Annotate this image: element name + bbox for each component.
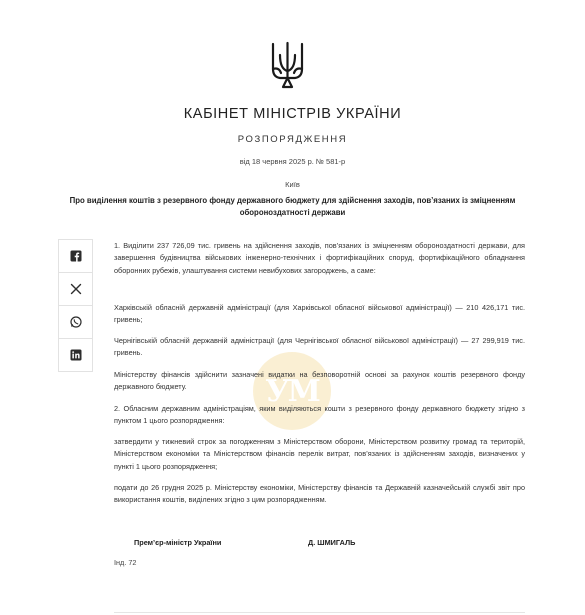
body-block-6 [114, 436, 525, 473]
body-paragraph-5: 2. Обласним державним адміністраціям, яким виділяються кошти з резервного фонду державного бюджету згідно з пунктом 1 цього розпорядження: [114, 404, 525, 426]
decree-city: Київ [285, 180, 300, 189]
share-linkedin-button[interactable] [58, 338, 93, 372]
signature-role: Прем’єр-міністр України [134, 538, 222, 547]
decree-date: від 18 червня 2025 р. № 581-р [239, 157, 346, 166]
share-facebook-button[interactable] [58, 239, 93, 273]
body-paragraph-7: подати до 26 грудня 2025 р. Міністерству економіки, Міністерству фінансів та Державній казначейській службі звіт про використання коштів, виділених згідно з цим розпорядженням. [114, 483, 525, 505]
body-block-2 [114, 302, 525, 327]
body-paragraph-1: 1. Виділити 237 726,09 тис. гривень на здійснення заходів, пов’язаних із зміцненням обороноздатності держави, для завершення будівництва військових інженерно-технічних і фортифікаційних споруд, фортифікаційного обладнання оборонних рубежів, улаштування системи невибухових загороджень, а саме: [114, 241, 525, 275]
whatsapp-icon [70, 316, 82, 328]
body-block-4 [114, 369, 525, 394]
decree-subject: Про виділення коштів з резервного фонду державного бюджету для здійснення заходів, пов’язаних із зміцненням обороноздатності держави [69, 196, 516, 217]
body-paragraph-6: затвердити у тижневий строк за погодженням з Міністерством оборони, Міністерством розвитку громад та територій, Міністерством економіки та Міністерством фінансів перелік витрат, пов’язаних із здійсненням заходів, визначених у пункті 1 цього розпорядження; [114, 437, 525, 471]
body-block-3 [114, 335, 525, 360]
watermark-text: УМ [265, 373, 319, 409]
body-block-7 [114, 482, 525, 507]
body-paragraph-2: Харківській обласній державній адміністрації (для Харківської обласної військової адміністрації) — 210 426,171 тис. гривень; [114, 303, 525, 325]
linkedin-icon [70, 349, 82, 361]
facebook-icon [70, 250, 82, 262]
body-paragraph-3: Чернігівській обласній державній адміністрації (для Чернігівської обласної військової адміністрації) — 27 299,919 тис. гривень. [114, 336, 525, 358]
body-paragraph-4: Міністерству фінансів здійснити зазначені видатки на безповоротній основі за рахунок коштів резервного фонду державного бюджету. [114, 370, 525, 392]
share-panel [58, 240, 93, 372]
decree-body [114, 240, 525, 284]
cabinet-title: КАБІНЕТ МІНІСТРІВ УКРАЇНИ [183, 106, 402, 122]
trident-emblem-icon [271, 41, 304, 89]
share-whatsapp-button[interactable] [58, 305, 93, 339]
body-block-5 [114, 403, 525, 428]
decree-title: РОЗПОРЯДЖЕННЯ [237, 134, 348, 145]
divider [114, 612, 525, 613]
document-index: Інд. 72 [114, 558, 137, 567]
signature-name: Д. ШМИГАЛЬ [308, 538, 356, 547]
share-x-button[interactable] [58, 272, 93, 306]
x-twitter-icon [70, 283, 82, 295]
